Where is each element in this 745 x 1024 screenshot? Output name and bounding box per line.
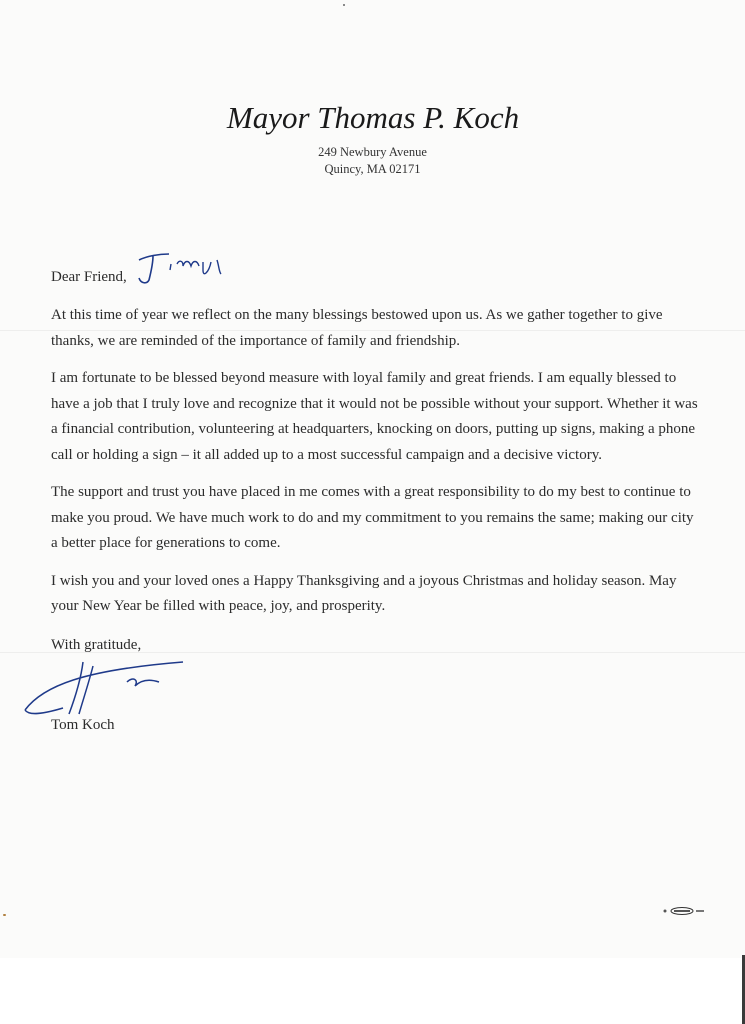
letterhead-title xyxy=(193,92,553,144)
handwritten-name xyxy=(133,250,243,290)
scan-speck xyxy=(343,4,345,6)
letter-paragraph-2: I am fortunate to be blessed beyond measure with loyal family and great friends. I am equally blessed to have a job that I truly love and recognize that it would not be possible without your support. Whether it was a financial contribution, volunteering at headquarters, knocking on doors, putting up signs, making a phone call or holding a sign – it all added up to a most successful campaign and a decisive victory. xyxy=(51,370,698,463)
signature-block xyxy=(51,656,701,736)
closing: With gratitude, xyxy=(51,636,142,653)
letter-body xyxy=(51,266,701,736)
salutation-line xyxy=(51,266,701,288)
letter-paragraph-1: At this time of year we reflect on the many blessings bestowed upon us. As we gather together to give thanks, we are reminded of the importance of family and friendship. xyxy=(51,307,663,349)
letterhead-name: Mayor Thomas P. Koch xyxy=(226,100,519,135)
letter-paragraph-4: I wish you and your loved ones a Happy Thanksgiving and a joyous Christmas and holiday season. May your New Year be filled with peace, joy, and prosperity. xyxy=(51,572,677,614)
scan-background xyxy=(0,958,745,1024)
letterhead-address xyxy=(0,144,745,178)
address-line-1: 249 Newbury Avenue xyxy=(318,145,427,159)
union-label-mark xyxy=(662,906,706,916)
letterhead xyxy=(0,92,745,178)
salutation: Dear Friend, xyxy=(51,269,127,285)
address-line-2: Quincy, MA 02171 xyxy=(324,162,421,176)
signer-name: Tom Koch xyxy=(51,716,115,733)
scan-speck xyxy=(3,914,6,916)
letter-paragraph-3: The support and trust you have placed in me comes with a great responsibility to do my best to continue to make you proud. We have much work to do and my commitment to you remains the same; making our city a better place for generations to come. xyxy=(51,484,694,551)
